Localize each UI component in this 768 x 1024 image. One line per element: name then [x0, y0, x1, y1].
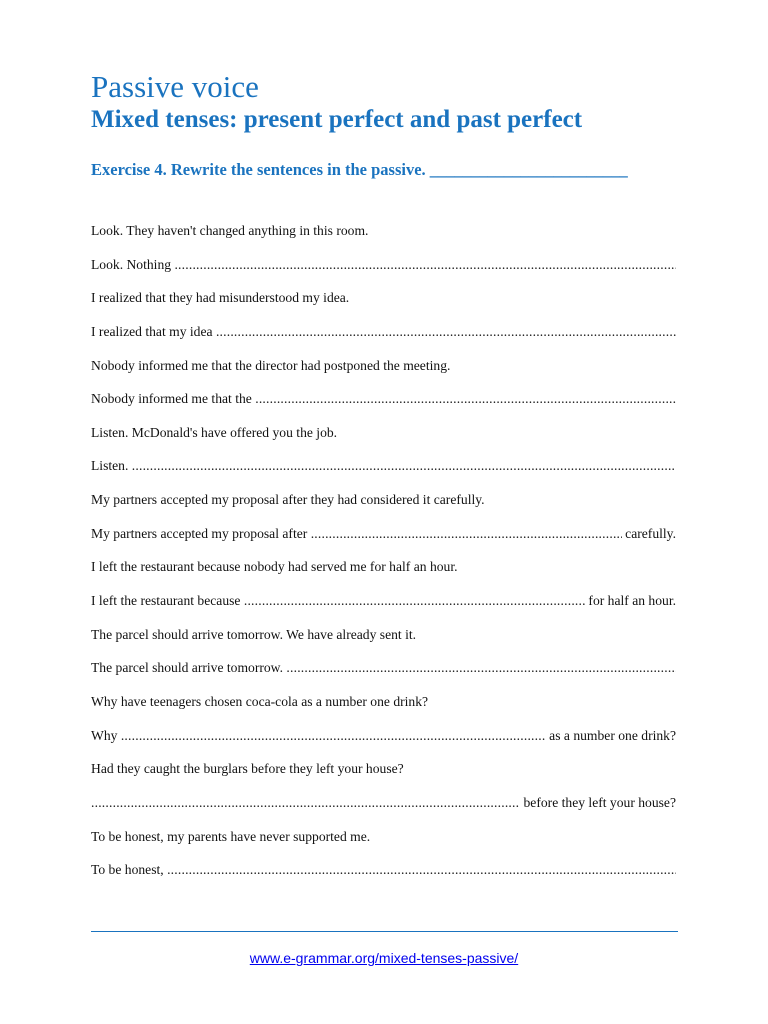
- exercise-sentence: [91, 355, 676, 389]
- answer-line: [91, 657, 676, 691]
- exercise-sentence: [91, 826, 676, 860]
- sentence-text: I realized that they had misunderstood my idea.: [91, 290, 350, 306]
- answer-suffix: before they left your house?: [520, 794, 676, 810]
- answer-blank[interactable]: [167, 859, 676, 881]
- answer-prefix: My partners accepted my proposal after: [91, 525, 311, 541]
- answer-blank[interactable]: [244, 590, 585, 612]
- answer-blank[interactable]: [311, 523, 622, 545]
- answer-blank[interactable]: [174, 254, 676, 276]
- exercise-lines: [91, 220, 676, 893]
- answer-line: [91, 455, 676, 489]
- exercise-sentence: [91, 758, 676, 792]
- answer-line: [91, 859, 676, 893]
- answer-line: [91, 254, 676, 288]
- exercise-sentence: [91, 624, 676, 658]
- answer-prefix: I left the restaurant because: [91, 593, 244, 609]
- sentence-text: The parcel should arrive tomorrow. We have already sent it.: [91, 626, 417, 642]
- answer-blank[interactable]: [132, 455, 676, 477]
- exercise-sentence: [91, 422, 676, 456]
- exercise-sentence: [91, 556, 676, 590]
- answer-blank[interactable]: [255, 388, 676, 410]
- answer-blank[interactable]: [91, 792, 520, 814]
- answer-prefix: I realized that my idea: [91, 323, 216, 339]
- answer-suffix: as a number one drink?: [545, 727, 676, 743]
- exercise-sentence: [91, 691, 676, 725]
- sentence-text: I left the restaurant because nobody had served me for half an hour.: [91, 559, 458, 575]
- answer-line: [91, 523, 676, 557]
- answer-prefix: To be honest,: [91, 862, 168, 878]
- sentence-text: Had they caught the burglars before they left your house?: [91, 761, 404, 777]
- page-subtitle: Mixed tenses: present perfect and past perfect: [91, 106, 583, 133]
- answer-line: [91, 725, 676, 759]
- answer-prefix: Listen.: [91, 458, 132, 474]
- exercise-sentence: [91, 489, 676, 523]
- answer-prefix: Look. Nothing: [91, 256, 175, 272]
- answer-blank[interactable]: [216, 321, 676, 343]
- sentence-text: Why have teenagers chosen coca-cola as a number one drink?: [91, 693, 429, 709]
- answer-suffix: for half an hour.: [585, 593, 676, 609]
- answer-blank[interactable]: [121, 725, 546, 747]
- answer-prefix: Why: [91, 727, 121, 743]
- footer-link[interactable]: www.e-grammar.org/mixed-tenses-passive/: [249, 950, 519, 966]
- answer-blank[interactable]: [286, 657, 676, 679]
- answer-line: [91, 321, 676, 355]
- sentence-text: My partners accepted my proposal after they had considered it carefully.: [91, 492, 485, 508]
- exercise-sentence: [91, 287, 676, 321]
- sentence-text: Nobody informed me that the director had postponed the meeting.: [91, 357, 451, 373]
- footer-divider: [91, 931, 678, 932]
- answer-suffix: carefully.: [621, 525, 676, 541]
- sentence-text: To be honest, my parents have never supported me.: [91, 828, 371, 844]
- page-title: Passive voice: [91, 69, 259, 104]
- exercise-sentence: [91, 220, 676, 254]
- sentence-text: Look. They haven't changed anything in this room.: [91, 223, 369, 238]
- answer-line: [91, 590, 676, 624]
- sentence-text: Listen. McDonald's have offered you the job.: [91, 424, 338, 440]
- answer-prefix: The parcel should arrive tomorrow.: [91, 660, 287, 676]
- answer-line: [91, 792, 676, 826]
- exercise-instruction: Exercise 4. Rewrite the sentences in the passive. ________________________: [91, 160, 628, 179]
- answer-prefix: Nobody informed me that the: [91, 391, 256, 407]
- answer-line: [91, 388, 676, 422]
